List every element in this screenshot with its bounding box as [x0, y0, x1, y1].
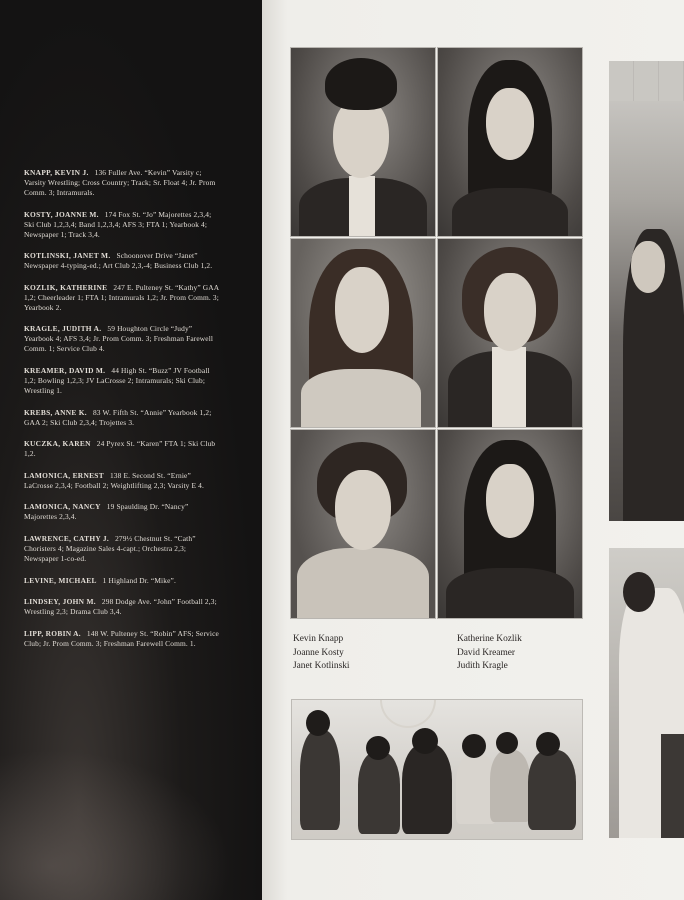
caption-name: David Kreamer — [457, 647, 516, 658]
bio-details: “Annie” Yearbook 1,2; GAA 2; Ski Club 2,3,4; Trojettes 3. — [24, 407, 212, 427]
bio-name: KUCZKA, KAREN — [24, 439, 91, 449]
bio-name: LINDSEY, JOHN M. — [24, 597, 96, 607]
bio-name: KREBS, ANNE K. — [24, 407, 87, 417]
bio-name: LAWRENCE, CATHY J. — [24, 533, 110, 543]
bio-entry — [24, 576, 220, 586]
bio-entry — [24, 324, 220, 354]
bio-address: 44 High St. — [111, 365, 147, 375]
biography-list — [24, 168, 220, 660]
bio-entry — [24, 439, 220, 459]
bio-address: Schoonover Drive — [116, 251, 173, 261]
bio-address: 83 W. Fifth St. — [92, 407, 139, 417]
caption-name: Kevin Knapp — [293, 634, 344, 644]
caption-left — [293, 633, 350, 674]
bio-address: 247 E. Pulteney St. — [113, 282, 174, 292]
bio-details: “John” Football 2,3; Wrestling 2,3; Drama Club 3,4. — [24, 597, 217, 617]
portrait-judith-kragle — [437, 429, 583, 619]
bio-details: “Janet” Newspaper 4-typing-ed.; Art Club 2,3,-4; Business Club 1,2. — [24, 251, 213, 271]
bio-address: 148 W. Pulteney St. — [86, 628, 149, 638]
bio-details: “Cath” Choristers 4; Magazine Sales 4-capt.; Orchestra 2,3; Newspaper 1-co-ed. — [24, 533, 196, 563]
bio-details: “Mike”. — [150, 575, 176, 585]
bio-address: 19 Spaulding Dr. — [106, 502, 160, 512]
cropped-photo-bottom — [609, 548, 684, 838]
portrait-kevin-knapp — [290, 47, 436, 237]
bio-entry — [24, 210, 220, 240]
portrait-katherine-kozlik — [290, 429, 436, 619]
bio-address: 59 Houghton Circle — [107, 324, 169, 334]
bio-entry — [24, 471, 220, 491]
bio-details: “Jo” Majorettes 2,3,4; Ski Club 1,2,3,4; Band 1,2,3,4; AFS 3; FTA 1; Yearbook 4; Newspaper 1; Track 3,4. — [24, 209, 212, 239]
bio-entry — [24, 168, 220, 198]
bio-address: 24 Pyrex St. — [96, 439, 135, 449]
bio-details: “Karen” FTA 1; Ski Club 1,2. — [24, 439, 216, 459]
bio-address: 136 Fuller Ave. — [94, 168, 143, 177]
bio-address: 1 Highland Dr. — [102, 575, 149, 585]
bio-name: LAMONICA, ERNEST — [24, 470, 104, 480]
bio-entry — [24, 534, 220, 564]
bio-entry — [24, 629, 220, 649]
bio-name: KOSTY, JOANNE M. — [24, 209, 99, 219]
bio-details: “Judy” Yearbook 4; AFS 3,4; Jr. Prom Comm. 3; Freshman Farewell Comm. 1; Service Club 4. — [24, 324, 214, 354]
bio-entry — [24, 597, 220, 617]
portrait-joanne-kosty — [437, 47, 583, 237]
bio-name: LIPP, ROBIN A. — [24, 628, 81, 638]
bio-entry — [24, 502, 220, 522]
portrait-david-kreamer — [437, 238, 583, 428]
group-photo — [291, 699, 583, 840]
portrait-janet-kotlinski — [290, 238, 436, 428]
bio-name: KNAPP, KEVIN J. — [24, 168, 89, 177]
caption-name: Joanne Kosty — [293, 647, 344, 658]
bio-address: 279½ Chestnut St. — [115, 533, 173, 543]
bio-name: KRAGLE, JUDITH A. — [24, 324, 102, 334]
bio-name: LEVINE, MICHAEL — [24, 575, 97, 585]
bio-address: 174 Fox St. — [104, 209, 141, 219]
bio-address: 138 E. Second St. — [109, 470, 166, 480]
caption-right — [457, 633, 522, 674]
bio-entry — [24, 408, 220, 428]
caption-name: Janet Kotlinski — [293, 661, 350, 672]
caption-name: Katherine Kozlik — [457, 634, 522, 644]
caption-name: Judith Kragle — [457, 661, 508, 672]
biography-panel — [0, 0, 262, 900]
bio-details: “Ernie” LaCrosse 2,3,4; Football 2; Weightlifting 2,3; Varsity E 4. — [24, 470, 205, 490]
bio-name: KOZLIK, KATHERINE — [24, 282, 108, 292]
bio-name: LAMONICA, NANCY — [24, 502, 101, 512]
bio-details: “Buzz” JV Football 1,2; Bowling 1,2,3; JV LaCrosse 2; Intramurals; Ski Club; Wrestling 1. — [24, 365, 210, 395]
bio-details: “Kathy” GAA 1,2; Cheerleader 1; FTA 1; Intramurals 1,2; Jr. Prom Comm. 3; Yearbook 2. — [24, 282, 219, 312]
bio-details: “Nancy” Majorettes 2,3,4. — [24, 502, 189, 522]
cropped-photo-top — [609, 61, 684, 521]
bio-entry — [24, 251, 220, 271]
bio-name: KREAMER, DAVID M. — [24, 365, 106, 375]
bio-entry — [24, 366, 220, 396]
bio-name: KOTLINSKI, JANET M. — [24, 251, 111, 261]
bio-details: “Kevin” Varsity c; Varsity Wrestling; Cross Country; Track; Sr. Float 4; Jr. Prom Comm. 3; Intramurals. — [24, 168, 216, 197]
bio-address: 298 Dodge Ave. — [101, 597, 152, 607]
bio-details: “Robin” AFS; Service Club; Jr. Prom Comm. 3; Freshman Farewell Comm. 1. — [24, 628, 219, 648]
bio-entry — [24, 283, 220, 313]
